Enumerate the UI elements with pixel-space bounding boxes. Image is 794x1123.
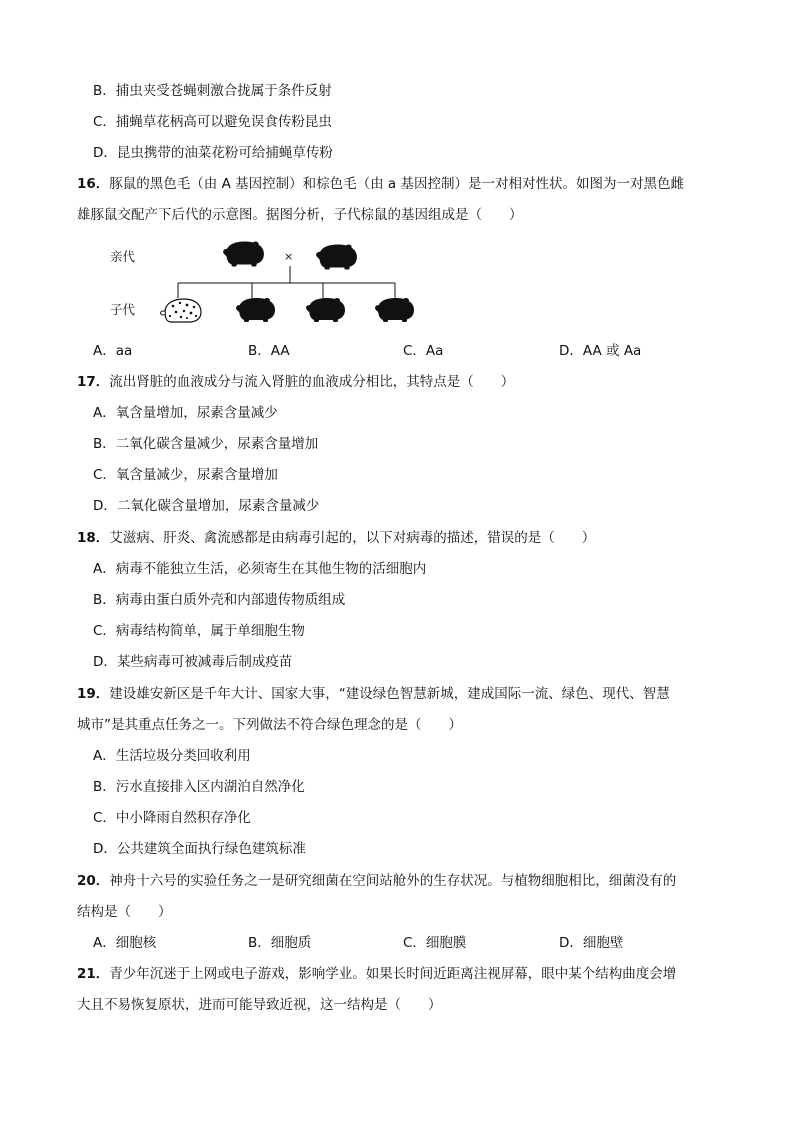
q18-stem xyxy=(77,528,595,548)
offspring-black-guinea-pig-2 xyxy=(306,298,345,322)
q19-stem-line1 xyxy=(77,684,670,704)
q15-option-d: D．昆虫携带的油菜花粉可给捕蝇草传粉 xyxy=(93,145,333,161)
q20-text: 神舟十六号的实验任务之一是研究细菌在空间站舱外的生存状况。与植物细胞相比，细菌没有的 xyxy=(109,873,677,889)
q18-option-b: B．病毒由蛋白质外壳和内部遗传物质组成 xyxy=(93,592,346,608)
q19-number: 19． xyxy=(77,686,110,702)
q15-option-b: B．捕虫夹受苍蝇刺激合拢属于条件反射 xyxy=(93,83,332,99)
q18-text: 艾滋病、肝炎、禽流感都是由病毒引起的，以下对病毒的描述，错误的是（ ） xyxy=(109,530,596,546)
cross-lines xyxy=(178,266,395,298)
offspring-brown-guinea-pig xyxy=(161,299,202,322)
q18-option-a: A．病毒不能独立生活，必须寄生在其他生物的活细胞内 xyxy=(93,561,427,577)
q18-option-c: C．病毒结构简单，属于单细胞生物 xyxy=(93,623,305,639)
q18-option-d: D．某些病毒可被减毒后制成疫苗 xyxy=(93,654,293,670)
q17-option-a: A．氧含量增加，尿素含量减少 xyxy=(93,405,278,421)
q19-option-d: D．公共建筑全面执行绿色建筑标准 xyxy=(93,841,306,857)
parent-black-guinea-pig-2 xyxy=(316,244,357,269)
offspring-black-guinea-pig-3 xyxy=(375,298,414,322)
q16-text: 豚鼠的黑色毛（由 A 基因控制）和棕色毛（由 a 基因控制）是一对相对性状。如图为一对黑色雌 xyxy=(109,176,684,192)
q17-option-b: B．二氧化碳含量减少，尿素含量增加 xyxy=(93,436,319,452)
diagram-cross-sign: × xyxy=(284,250,294,263)
q21-stem-line1 xyxy=(77,964,676,984)
q19-option-b: B．污水直接排入区内湖泊自然净化 xyxy=(93,779,305,795)
q21-number: 21． xyxy=(77,966,110,982)
q17-stem xyxy=(77,372,514,392)
q20-option-c: C．细胞膜 xyxy=(403,935,467,951)
q20-option-a: A．细胞核 xyxy=(93,935,157,951)
q17-text: 流出肾脏的血液成分与流入肾脏的血液成分相比，其特点是（ ） xyxy=(109,374,515,390)
diagram-parent-label: 亲代 xyxy=(110,249,136,264)
q19-text: 建设雄安新区是千年大计、国家大事，“建设绿色智慧新城，建成国际一流、绿色、现代、智慧 xyxy=(109,686,670,702)
q20-stem-line1 xyxy=(77,871,676,891)
q21-stem-line2: 大且不易恢复原状，进而可能导致近视，这一结构是（ ） xyxy=(77,997,442,1013)
offspring-black-guinea-pig-1 xyxy=(236,298,275,322)
q21-text: 青少年沉迷于上网或电子游戏，影响学业。如果长时间近距离注视屏幕，眼中某个结构曲度会增 xyxy=(109,966,677,982)
q20-number: 20． xyxy=(77,873,110,889)
diagram-child-label: 子代 xyxy=(110,302,136,317)
q15-option-c: C．捕蝇草花柄高可以避免误食传粉昆虫 xyxy=(93,114,332,130)
q17-number: 17． xyxy=(77,374,110,390)
q17-option-d: D．二氧化碳含量增加，尿素含量减少 xyxy=(93,498,320,514)
q16-option-b: B．AA xyxy=(248,343,290,359)
q20-option-b: B．细胞质 xyxy=(248,935,312,951)
parent-black-guinea-pig-1 xyxy=(223,241,264,266)
q20-stem-line2: 结构是（ ） xyxy=(77,904,172,920)
q16-number: 16． xyxy=(77,176,110,192)
q19-stem-line2: 城市”是其重点任务之一。下列做法不符合绿色理念的是（ ） xyxy=(77,717,462,733)
q17-option-c: C．氧含量减少，尿素含量增加 xyxy=(93,467,278,483)
q16-option-a: A．aa xyxy=(93,343,133,359)
q19-option-a: A．生活垃圾分类回收利用 xyxy=(93,748,251,764)
q18-number: 18． xyxy=(77,530,110,546)
q16-option-c: C．Aa xyxy=(403,343,444,359)
q20-option-d: D．细胞壁 xyxy=(559,935,624,951)
q19-option-c: C．中小降雨自然积存净化 xyxy=(93,810,251,826)
q16-option-d: D．AA 或 Aa xyxy=(559,343,642,359)
q16-stem-line2: 雄豚鼠交配产下后代的示意图。据图分析，子代棕鼠的基因组成是（ ） xyxy=(77,207,523,223)
